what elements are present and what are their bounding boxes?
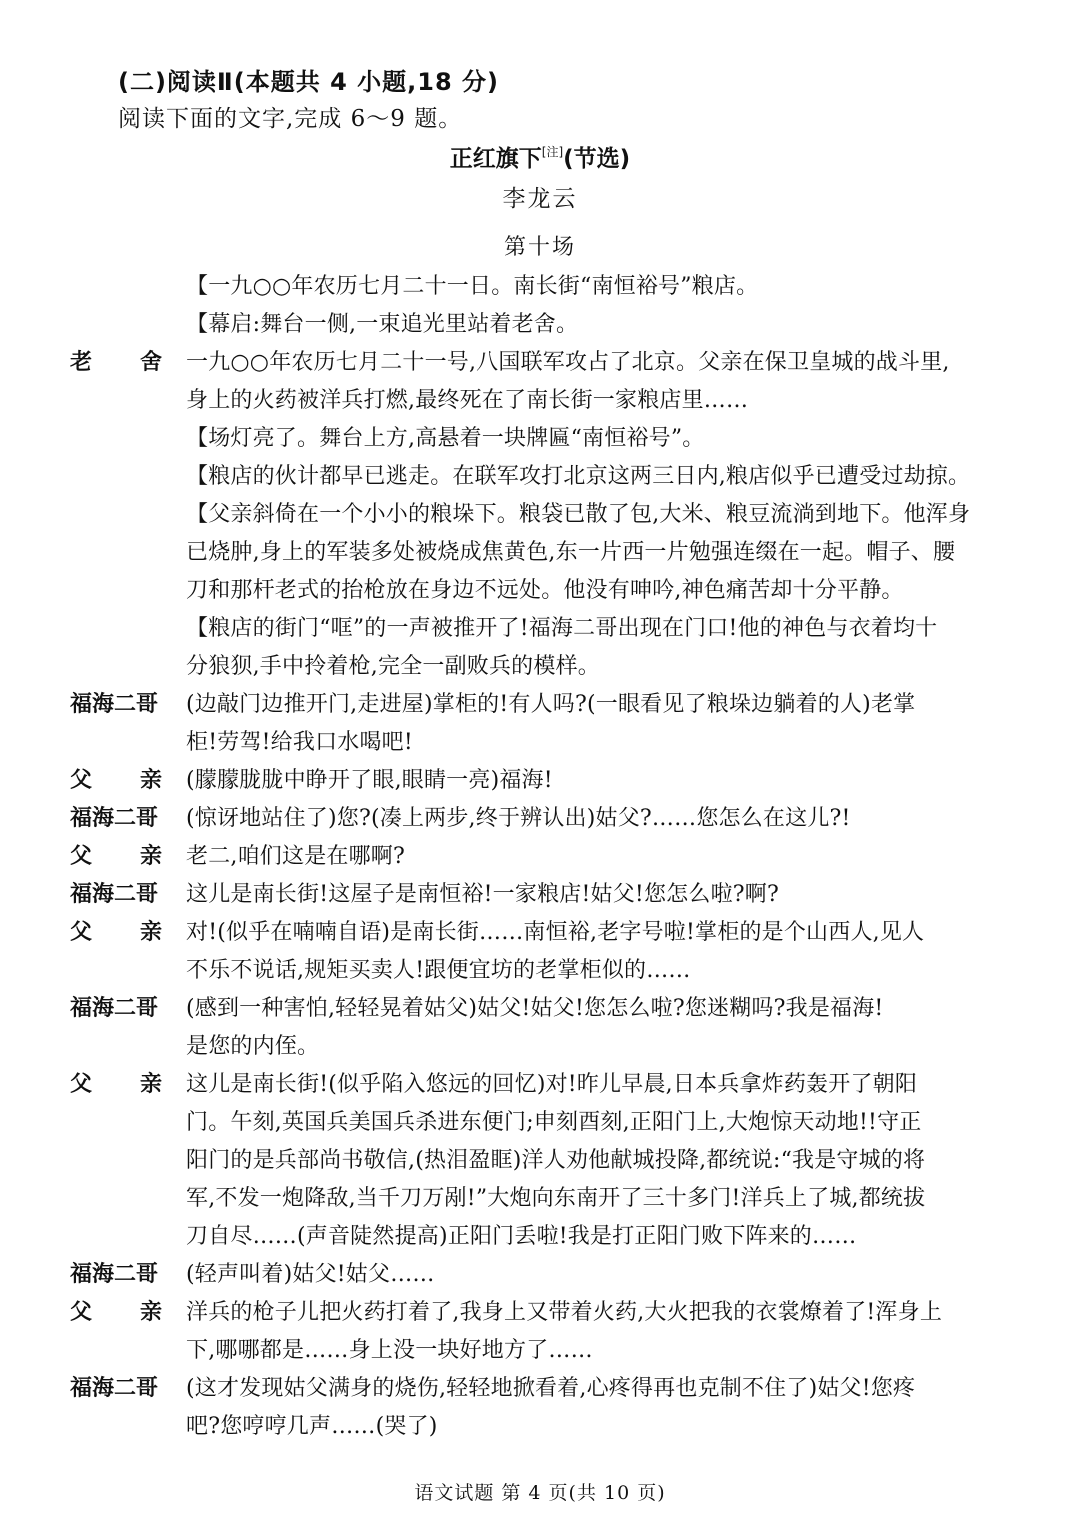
stage-direction bbox=[0, 268, 1080, 306]
line-text: 【一九○○年农历七月二十一日。南长街“南恒裕号”粮店。 bbox=[186, 274, 759, 299]
dialogue-line bbox=[0, 1180, 1080, 1218]
section-heading: (二)阅读Ⅱ(本题共 4 小题,18 分) bbox=[118, 68, 499, 96]
dialogue-line bbox=[0, 990, 1080, 1028]
speaker-fuhai: 福海二哥 bbox=[70, 692, 159, 717]
speaker-fuhai: 福海二哥 bbox=[70, 1262, 159, 1287]
stage-direction bbox=[0, 610, 1080, 648]
note-marker: [注] bbox=[541, 145, 564, 159]
line-text: 这儿是南长街!(似乎陷入悠远的回忆)对!昨儿早晨,日本兵拿炸药轰开了朝阳 bbox=[186, 1072, 918, 1097]
line-text: 已烧肿,身上的军装多处被烧成焦黄色,东一片西一片勉强连缀在一起。帽子、腰 bbox=[186, 540, 956, 565]
line-text: 分狼狈,手中拎着枪,完全一副败兵的模样。 bbox=[186, 654, 600, 679]
line-text: 门。午刻,英国兵美国兵杀进东便门;申刻酉刻,正阳门上,大炮惊天动地!!守正 bbox=[186, 1110, 922, 1135]
line-text: 阳门的是兵部尚书敬信,(热泪盈眶)洋人劝他献城投降,都统说:“我是守城的将 bbox=[186, 1148, 926, 1173]
line-text: (边敲门边推开门,走进屋)掌柜的!有人吗?(一眼看见了粮垛边躺着的人)老掌 bbox=[186, 692, 916, 717]
speaker-father: 父 亲 bbox=[70, 768, 162, 793]
dialogue-line bbox=[0, 686, 1080, 724]
play-title-suffix: (节选) bbox=[563, 146, 631, 172]
dialogue-line bbox=[0, 1370, 1080, 1408]
speaker-fuhai: 福海二哥 bbox=[70, 1376, 159, 1401]
dialogue-line bbox=[0, 876, 1080, 914]
play-title-text: 正红旗下 bbox=[449, 146, 542, 172]
line-text: 不乐不说话,规矩买卖人!跟便宜坊的老掌柜似的…… bbox=[186, 958, 691, 983]
stage-direction bbox=[0, 534, 1080, 572]
line-text: 这儿是南长街!这屋子是南恒裕!一家粮店!姑父!您怎么啦?啊? bbox=[186, 882, 779, 907]
dialogue-line bbox=[0, 344, 1080, 382]
line-text: 对!(似乎在喃喃自语)是南长街……南恒裕,老字号啦!掌柜的是个山西人,见人 bbox=[186, 920, 925, 945]
stage-direction bbox=[0, 648, 1080, 686]
speaker-father: 父 亲 bbox=[70, 920, 162, 945]
stage-direction bbox=[0, 458, 1080, 496]
line-text: (感到一种害怕,轻轻晃着姑父)姑父!姑父!您怎么啦?您迷糊吗?我是福海! bbox=[186, 996, 884, 1021]
speaker-father: 父 亲 bbox=[70, 1072, 162, 1097]
dialogue-line bbox=[0, 1332, 1080, 1370]
dialogue-line bbox=[0, 800, 1080, 838]
dialogue-line bbox=[0, 1256, 1080, 1294]
line-text: 是您的内侄。 bbox=[186, 1034, 320, 1059]
dialogue-line bbox=[0, 1142, 1080, 1180]
line-text: 刀和那杆老式的抬枪放在身边不远处。他没有呻吟,神色痛苦却十分平静。 bbox=[186, 578, 904, 603]
line-text: 【场灯亮了。舞台上方,高悬着一块牌匾“南恒裕号”。 bbox=[186, 426, 705, 451]
stage-direction bbox=[0, 572, 1080, 610]
play-text bbox=[0, 268, 1080, 1446]
line-text: 【幕启:舞台一侧,一束追光里站着老舍。 bbox=[186, 312, 579, 337]
dialogue-line bbox=[0, 914, 1080, 952]
line-text: 一九○○年农历七月二十一号,八国联军攻占了北京。父亲在保卫皇城的战斗里, bbox=[186, 350, 950, 375]
line-text: (这才发现姑父满身的烧伤,轻轻地掀看着,心疼得再也克制不住了)姑父!您疼 bbox=[186, 1376, 916, 1401]
dialogue-line bbox=[0, 1104, 1080, 1142]
dialogue-line bbox=[0, 762, 1080, 800]
line-text: 【粮店的街门“哐”的一声被推开了!福海二哥出现在门口!他的神色与衣着均十 bbox=[186, 616, 938, 641]
line-text: 吧?您哼哼几声……(哭了) bbox=[186, 1414, 438, 1439]
speaker-fuhai: 福海二哥 bbox=[70, 996, 159, 1021]
line-text: (轻声叫着)姑父!姑父…… bbox=[186, 1262, 435, 1287]
stage-direction bbox=[0, 420, 1080, 458]
dialogue-line bbox=[0, 1028, 1080, 1066]
line-text: 刀自尽……(声音陡然提高)正阳门丢啦!我是打正阳门败下阵来的…… bbox=[186, 1224, 857, 1249]
line-text: 【粮店的伙计都早已逃走。在联军攻打北京这两三日内,粮店似乎已遭受过劫掠。 bbox=[186, 464, 971, 489]
speaker-father: 父 亲 bbox=[70, 844, 162, 869]
speaker-fuhai: 福海二哥 bbox=[70, 806, 159, 831]
stage-direction bbox=[0, 306, 1080, 344]
dialogue-line bbox=[0, 1218, 1080, 1256]
line-text: (朦朦胧胧中睁开了眼,眼睛一亮)福海! bbox=[186, 768, 553, 793]
line-text: 老二,咱们这是在哪啊? bbox=[186, 844, 405, 869]
speaker-laoshe: 老 舍 bbox=[70, 350, 162, 375]
line-text: 柜!劳驾!给我口水喝吧! bbox=[186, 730, 413, 755]
dialogue-line bbox=[0, 1066, 1080, 1104]
line-text: 下,哪哪都是……身上没一块好地方了…… bbox=[186, 1338, 593, 1363]
line-text: 【父亲斜倚在一个小小的粮垛下。粮袋已散了包,大米、粮豆流淌到地下。他浑身 bbox=[186, 502, 971, 527]
dialogue-line bbox=[0, 838, 1080, 876]
dialogue-line bbox=[0, 952, 1080, 990]
line-text: 身上的火药被洋兵打燃,最终死在了南长街一家粮店里…… bbox=[186, 388, 749, 413]
speaker-fuhai: 福海二哥 bbox=[70, 882, 159, 907]
page-footer: 语文试题 第 4 页(共 10 页) bbox=[414, 1482, 666, 1504]
stage-direction bbox=[0, 496, 1080, 534]
dialogue-line bbox=[0, 382, 1080, 420]
dialogue-line bbox=[0, 1294, 1080, 1332]
dialogue-line bbox=[0, 1408, 1080, 1446]
speaker-father: 父 亲 bbox=[70, 1300, 162, 1325]
line-text: 洋兵的枪子儿把火药打着了,我身上又带着火药,大火把我的衣裳燎着了!浑身上 bbox=[186, 1300, 943, 1325]
line-text: (惊讶地站住了)您?(凑上两步,终于辨认出)姑父?……您怎么在这儿?! bbox=[186, 806, 851, 831]
author-name: 李龙云 bbox=[502, 186, 578, 212]
line-text: 军,不发一炮降敌,当千刀万剐!”大炮向东南开了三十多门!洋兵上了城,都统拔 bbox=[186, 1186, 926, 1211]
dialogue-line bbox=[0, 724, 1080, 762]
scene-heading: 第十场 bbox=[503, 235, 576, 260]
reading-instruction: 阅读下面的文字,完成 6～9 题。 bbox=[118, 106, 463, 132]
play-title bbox=[0, 140, 1080, 173]
